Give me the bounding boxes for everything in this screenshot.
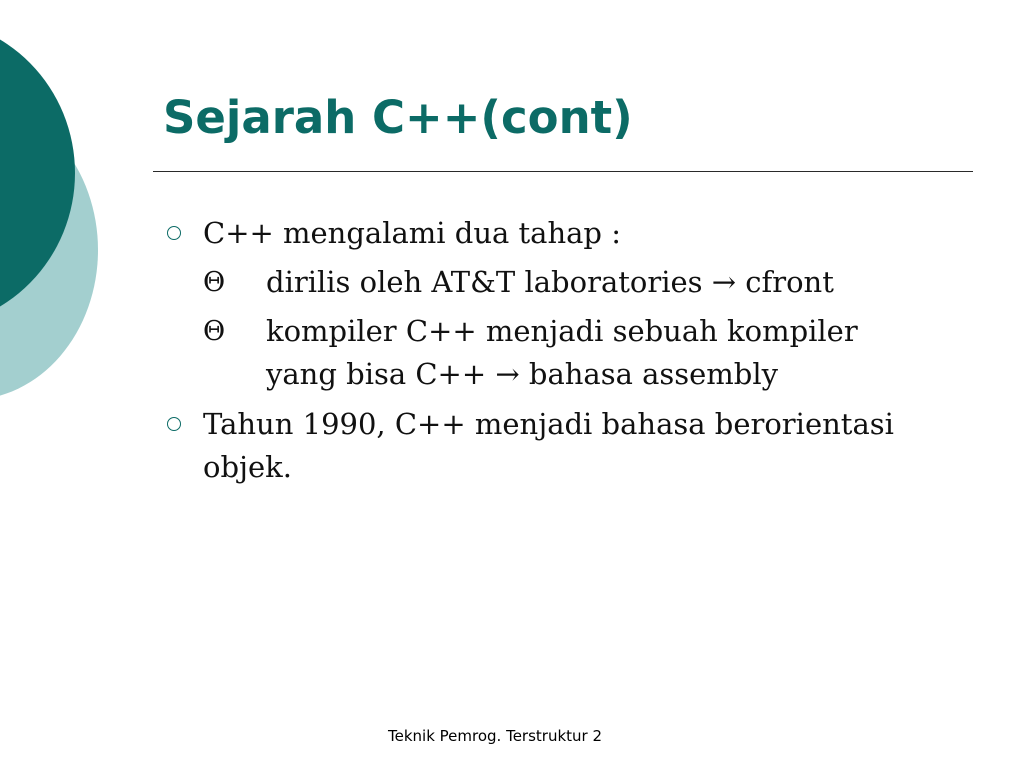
sub-bullet-item: [163, 261, 963, 304]
slide-body: [163, 212, 963, 489]
theta-bullet-icon: Θ: [203, 316, 226, 347]
bullet-item: [163, 212, 963, 255]
circle-bullet-icon: [167, 226, 181, 240]
sub-bullet-text-continued: yang bisa C++ → bahasa assembly: [266, 357, 779, 391]
bullet-text: Tahun 1990, C++ menjadi bahasa berorientasi objek.: [203, 407, 894, 484]
sub-bullet-item: [163, 310, 963, 396]
sub-bullet-text: dirilis oleh AT&T laboratories → cfront: [266, 265, 834, 299]
slide-title: Sejarah C++(cont): [163, 91, 633, 144]
title-divider: [153, 171, 973, 172]
slide-footer: Teknik Pemrog. Terstruktur 2: [388, 727, 603, 745]
theta-bullet-icon: Θ: [203, 267, 226, 298]
bullet-item: [163, 403, 963, 489]
circle-bullet-icon: [167, 417, 181, 431]
sub-bullet-text: kompiler C++ menjadi sebuah kompiler: [266, 314, 858, 348]
bullet-text: C++ mengalami dua tahap :: [203, 216, 621, 250]
